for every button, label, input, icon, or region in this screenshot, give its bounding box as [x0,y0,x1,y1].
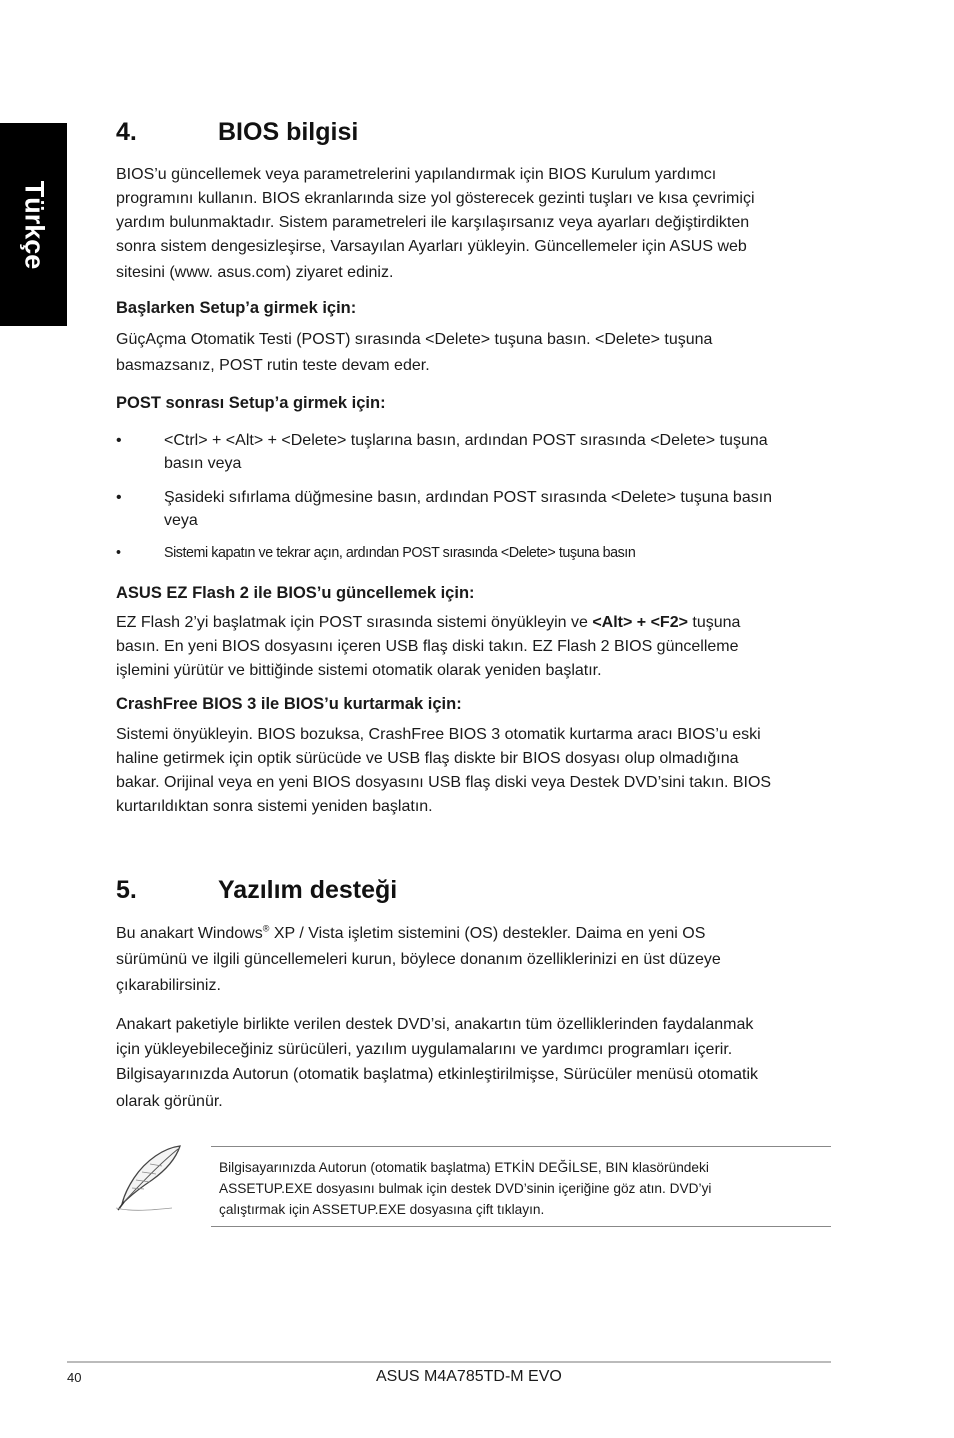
note-line: Bilgisayarınızda Autorun (otomatik başlatma) ETKİN DEĞİLSE, BIN klasöründeki [219,1160,709,1175]
text-line: yardım bulunmaktadır. Sistem parametreleri ile karşılaşırsanız veya ayarları değiştirdikten [116,214,750,231]
feather-pen-icon [112,1142,184,1212]
text-line: BIOS’u güncellemek veya parametrelerini yapılandırmak için BIOS Kurulum yardımcı [116,166,717,183]
software-paragraph-2 [116,1012,828,1114]
language-tab [0,123,67,326]
text-line: basmazsanız, POST rutin teste devam eder. [116,357,430,374]
boot-setup-paragraph [116,328,828,378]
text-line: Bilgisayarınızda Autorun (otomatik başlatma) etkinleştirilmişse, Sürücüler menüsü otomatik [116,1066,759,1083]
note-text [219,1157,819,1220]
registered-mark: ® [262,923,270,934]
text-line: programını kullanın. BIOS ekranlarında size yol gösterecek gezinti tuşları ve kısa çevrimiçi [116,190,755,207]
text-line: işlemini yürütür ve bittiğinde sistemi otomatik olarak yeniden başlatır. [116,662,602,679]
text-line: çıkarabilirsiniz. [116,977,221,994]
text-span: Bu anakart Windows [116,925,263,942]
bullet-symbol: • [116,489,122,506]
text-line: GüçAçma Otomatik Testi (POST) sırasında <Delete> tuşuna basın. <Delete> tuşuna [116,331,713,348]
section-5-title: Yazılım desteği [218,876,398,904]
text-line: Anakart paketiyle birlikte verilen destek DVD’si, anakartın tüm özelliklerinden faydalanmak [116,1016,754,1033]
text-line: Sistemi önyükleyin. BIOS bozuksa, CrashFree BIOS 3 otomatik kurtarma aracı BIOS’u eski [116,726,761,743]
text-line [116,922,828,946]
bullet-text: Sistemi kapatın ve tekrar açın, ardından POST sırasında <Delete> tuşuna basın [164,545,636,561]
section-5-number: 5. [116,876,137,904]
text-line: sürümünü ve ilgili güncellemeleri kurun, böylece donanım özelliklerinizi en üst düzeye [116,951,721,968]
section-4-number: 4. [116,118,137,146]
section-5-heading [116,876,397,905]
ez-flash-paragraph [116,611,828,683]
note-bottom-rule [211,1226,831,1227]
language-tab-label: Türkçe [19,180,49,269]
bullet-text: basın veya [164,455,242,472]
post-setup-heading: POST sonrası Setup’a girmek için: [116,394,386,412]
bullet-symbol: • [116,432,122,449]
text-line: kurtarıldıktan sonra sistemi yeniden başlatın. [116,798,433,815]
bullet-symbol: • [116,545,121,561]
page-number: 40 [67,1370,82,1385]
text-span: XP / Vista işletim sistemini (OS) destekler. Daima en yeni OS [269,925,706,942]
text-line: sonra sistem dengesizleşirse, Varsayılan Ayarları yükleyin. Güncellemeler için ASUS web [116,238,747,255]
crashfree-heading: CrashFree BIOS 3 ile BIOS’u kurtarmak için: [116,695,462,713]
bullet-text: veya [164,512,198,529]
software-paragraph-1 [116,922,828,998]
text-line: bakar. Orijinal veya en yeni BIOS dosyasını USB flaş diski veya Destek DVD’sini takın. BIOS [116,774,772,791]
text-line: olarak görünür. [116,1093,223,1110]
text-span: tuşuna [687,614,741,631]
text-line: sitesini (www. asus.com) ziyaret ediniz. [116,264,394,281]
bullet-text: Şasideki sıfırlama düğmesine basın, ardından POST sırasında <Delete> tuşuna basın [164,489,773,506]
ez-flash-heading: ASUS EZ Flash 2 ile BIOS’u güncellemek için: [116,584,475,602]
footer-product-name: ASUS M4A785TD-M EVO [376,1368,562,1385]
note-top-rule [211,1146,831,1147]
note-line: çalıştırmak için ASSETUP.EXE dosyasına çift tıklayın. [219,1202,545,1217]
text-line: basın. En yeni BIOS dosyasını içeren USB flaş diski takın. EZ Flash 2 BIOS güncelleme [116,638,739,655]
crashfree-paragraph [116,723,828,819]
text-line: haline getirmek için optik sürücüde ve USB flaş diskte bir BIOS dosyası olup olmadığına [116,750,739,767]
section-4-title: BIOS bilgisi [218,118,359,146]
boot-setup-heading: Başlarken Setup’a girmek için: [116,299,357,317]
bullet-text: <Ctrl> + <Alt> + <Delete> tuşlarına basın, ardından POST sırasında <Delete> tuşuna [164,432,768,449]
note-line: ASSETUP.EXE dosyasını bulmak için destek DVD’sinin içeriğine göz atın. DVD’yi [219,1181,712,1196]
text-line [116,611,828,635]
text-line: için yükleyebileceğiniz sürücüleri, yazılım uygulamalarını ve yardımcı programları içerir. [116,1041,733,1058]
text-span: EZ Flash 2’yi başlatmak için POST sırasında sistemi önyükleyin ve [116,614,593,631]
section-4-heading [116,118,358,147]
key-combo: <Alt> + <F2> [592,614,688,631]
footer-rule [67,1361,831,1363]
bios-intro-paragraph [116,163,828,285]
